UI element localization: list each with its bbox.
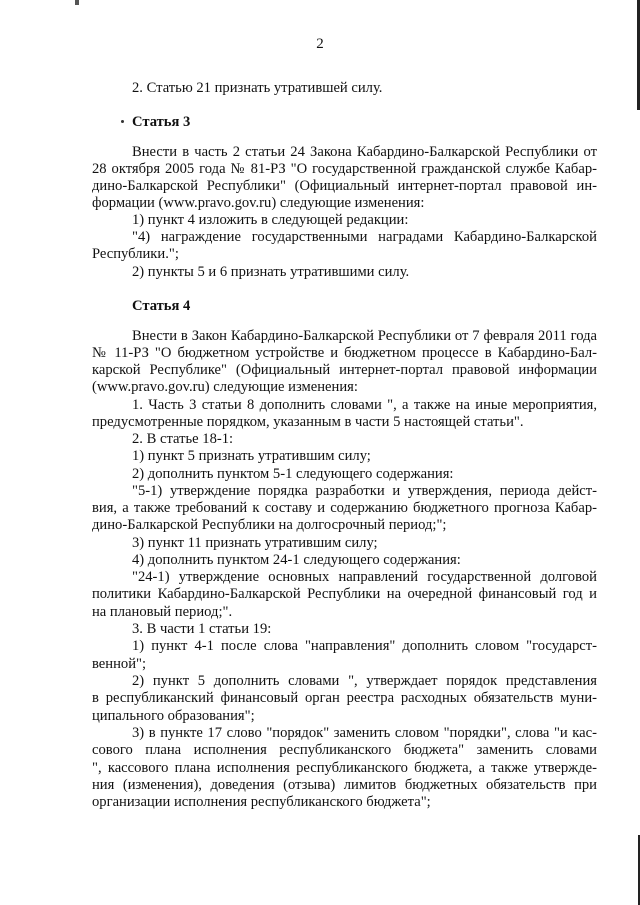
article-4-line: 3. В части 1 статьи 19: — [132, 621, 272, 637]
article-4-line: политики Кабардино-Балкарской Республики на очередной финансовый год и — [92, 586, 597, 602]
article-4-line: 4) дополнить пунктом 24-1 следующего содержания: — [132, 552, 461, 568]
article-4-line: 3) пункт 11 признать утратившим силу; — [132, 535, 378, 551]
article-4-line: сового плана исполнения республиканского бюджета" заменить словами — [92, 742, 597, 758]
article-4-line: "24-1) утверждение основных направлений государственной долговой — [132, 569, 597, 585]
article-3-heading: Статья 3 — [132, 114, 191, 130]
article-4-line: вия, а также требований к составу и содержанию бюджетного прогноза Кабар- — [92, 500, 597, 516]
article-4-line: Внести в Закон Кабардино-Балкарской Республики от 7 февраля 2011 года — [132, 328, 597, 344]
article-4-heading: Статья 4 — [132, 298, 191, 314]
article-3-line: 1) пункт 4 изложить в следующей редакции: — [132, 212, 409, 228]
article-4-line: дино-Балкарской Республики на долгосрочный период;"; — [92, 517, 447, 533]
article-4-line: венной"; — [92, 656, 147, 672]
article-3-line: 28 октября 2005 года № 81-РЗ "О государственной гражданской службе Кабар- — [92, 161, 597, 177]
article-4-line: 2) пункт 5 дополнить словами ", утверждает порядок представления — [132, 673, 597, 689]
article-3-line: Республики."; — [92, 246, 179, 262]
article-4-line: 1) пункт 4-1 после слова "направления" дополнить словом "государст- — [132, 638, 597, 654]
scan-dot — [121, 120, 124, 123]
article-4-line: № 11-РЗ "О бюджетном устройстве и бюджетном процессе в Кабардино-Бал- — [92, 345, 597, 361]
article-4-line: 3) в пункте 17 слово "порядок" заменить словом "порядки", слова "и кас- — [132, 725, 597, 741]
article-3-line: Внести в часть 2 статьи 24 Закона Кабардино-Балкарской Республики от — [132, 144, 597, 160]
article-4-line: ", кассового плана исполнения республиканского бюджета, а также утвержде- — [92, 760, 597, 776]
article-3-line: дино-Балкарской Республики" (Официальный интернет-портал правовой ин- — [92, 178, 597, 194]
article-4-line: в республиканский финансовый орган реестра расходных обязательств муни- — [92, 690, 597, 706]
article-4-line: ципального образования"; — [92, 708, 255, 724]
article-3-line: "4) награждение государственными наградами Кабардино-Балкарской — [132, 229, 597, 245]
article-4-line: организации исполнения республиканского бюджета"; — [92, 794, 431, 810]
article-4-line: предусмотренные порядком, указанным в части 5 настоящей статьи". — [92, 414, 524, 430]
article-4-line: (www.pravo.gov.ru) следующие изменения: — [92, 379, 358, 395]
article-3-line: 2) пункты 5 и 6 признать утратившими силу. — [132, 264, 410, 280]
article-4-line: карской Республике" (Официальный интернет-портал правовой информации — [92, 362, 597, 378]
article-4-line: на плановый период;". — [92, 604, 233, 620]
scan-speck — [75, 0, 79, 5]
paragraph-statya-21: 2. Статью 21 признать утратившей силу. — [132, 80, 383, 96]
article-4-line: 2) дополнить пунктом 5-1 следующего содержания: — [132, 466, 454, 482]
article-3-line: формации (www.pravo.gov.ru) следующие изменения: — [92, 195, 425, 211]
article-4-line: ния (изменения), доведения (отзыва) лимитов бюджетных обязательств при — [92, 777, 597, 793]
article-4-line: 1) пункт 5 признать утратившим силу; — [132, 448, 371, 464]
article-4-line: 2. В статье 18-1: — [132, 431, 234, 447]
article-4-line: "5-1) утверждение порядка разработки и утверждения, периода дейст- — [132, 483, 597, 499]
page-number: 2 — [316, 36, 324, 52]
article-4-line: 1. Часть 3 статьи 8 дополнить словами ", а также на иные мероприятия, — [132, 397, 597, 413]
